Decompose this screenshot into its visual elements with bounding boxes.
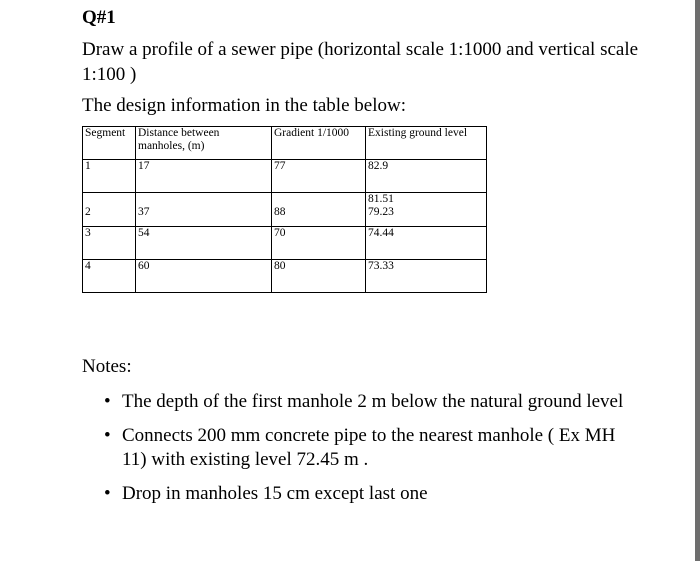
note-text: Drop in manholes 15 cm except last one [122, 483, 428, 504]
question-heading: Q#1 [82, 7, 116, 28]
cell-segment: 1 [83, 160, 136, 193]
note-item [104, 390, 624, 414]
table-intro: The design information in the table below: [82, 95, 406, 116]
cell-segment-value: 2 [85, 206, 91, 218]
table-row [83, 160, 487, 193]
cell-distance: 17 [136, 160, 272, 193]
cell-ground-level: 74.44 [366, 227, 487, 260]
notes-title: Notes: [82, 356, 132, 377]
cell-ground-level-lower: 79.23 [368, 206, 394, 218]
cell-distance: 54 [136, 227, 272, 260]
cell-ground-level: 73.33 [366, 260, 487, 293]
cell-distance [136, 193, 272, 227]
header-ground-level: Existing ground level [366, 127, 487, 160]
cell-gradient-value: 88 [274, 206, 286, 218]
table-row [83, 193, 487, 227]
header-segment: Segment [83, 127, 136, 160]
cell-segment: 3 [83, 227, 136, 260]
note-text: Connects 200 mm concrete pipe to the nearest manhole ( Ex MH 11) with existing level 72.45 m . [122, 425, 616, 470]
notes-list [104, 390, 624, 516]
header-distance: Distance between manholes, (m) [136, 127, 272, 160]
right-edge-bar [695, 0, 700, 561]
cell-gradient: 70 [272, 227, 366, 260]
design-table [82, 126, 487, 293]
cell-distance: 60 [136, 260, 272, 293]
cell-gradient: 80 [272, 260, 366, 293]
cell-gradient [272, 193, 366, 227]
cell-ground-level-upper: 81.51 [368, 193, 394, 205]
bullet-icon: • [104, 391, 111, 412]
header-gradient: Gradient 1/1000 [272, 127, 366, 160]
cell-distance-value: 37 [138, 206, 150, 218]
cell-segment [83, 193, 136, 227]
cell-segment: 4 [83, 260, 136, 293]
bullet-icon: • [104, 425, 111, 446]
note-item [104, 424, 624, 472]
note-item [104, 482, 624, 506]
table-row [83, 227, 487, 260]
bullet-icon: • [104, 483, 111, 504]
table-header-row [83, 127, 487, 160]
cell-ground-level: 82.9 [366, 160, 487, 193]
question-prompt: Draw a profile of a sewer pipe (horizontal scale 1:1000 and vertical scale 1:100 ) [82, 39, 639, 85]
note-text: The depth of the first manhole 2 m below the natural ground level [122, 391, 624, 412]
table-row [83, 260, 487, 293]
cell-ground-level [366, 193, 487, 227]
cell-gradient: 77 [272, 160, 366, 193]
